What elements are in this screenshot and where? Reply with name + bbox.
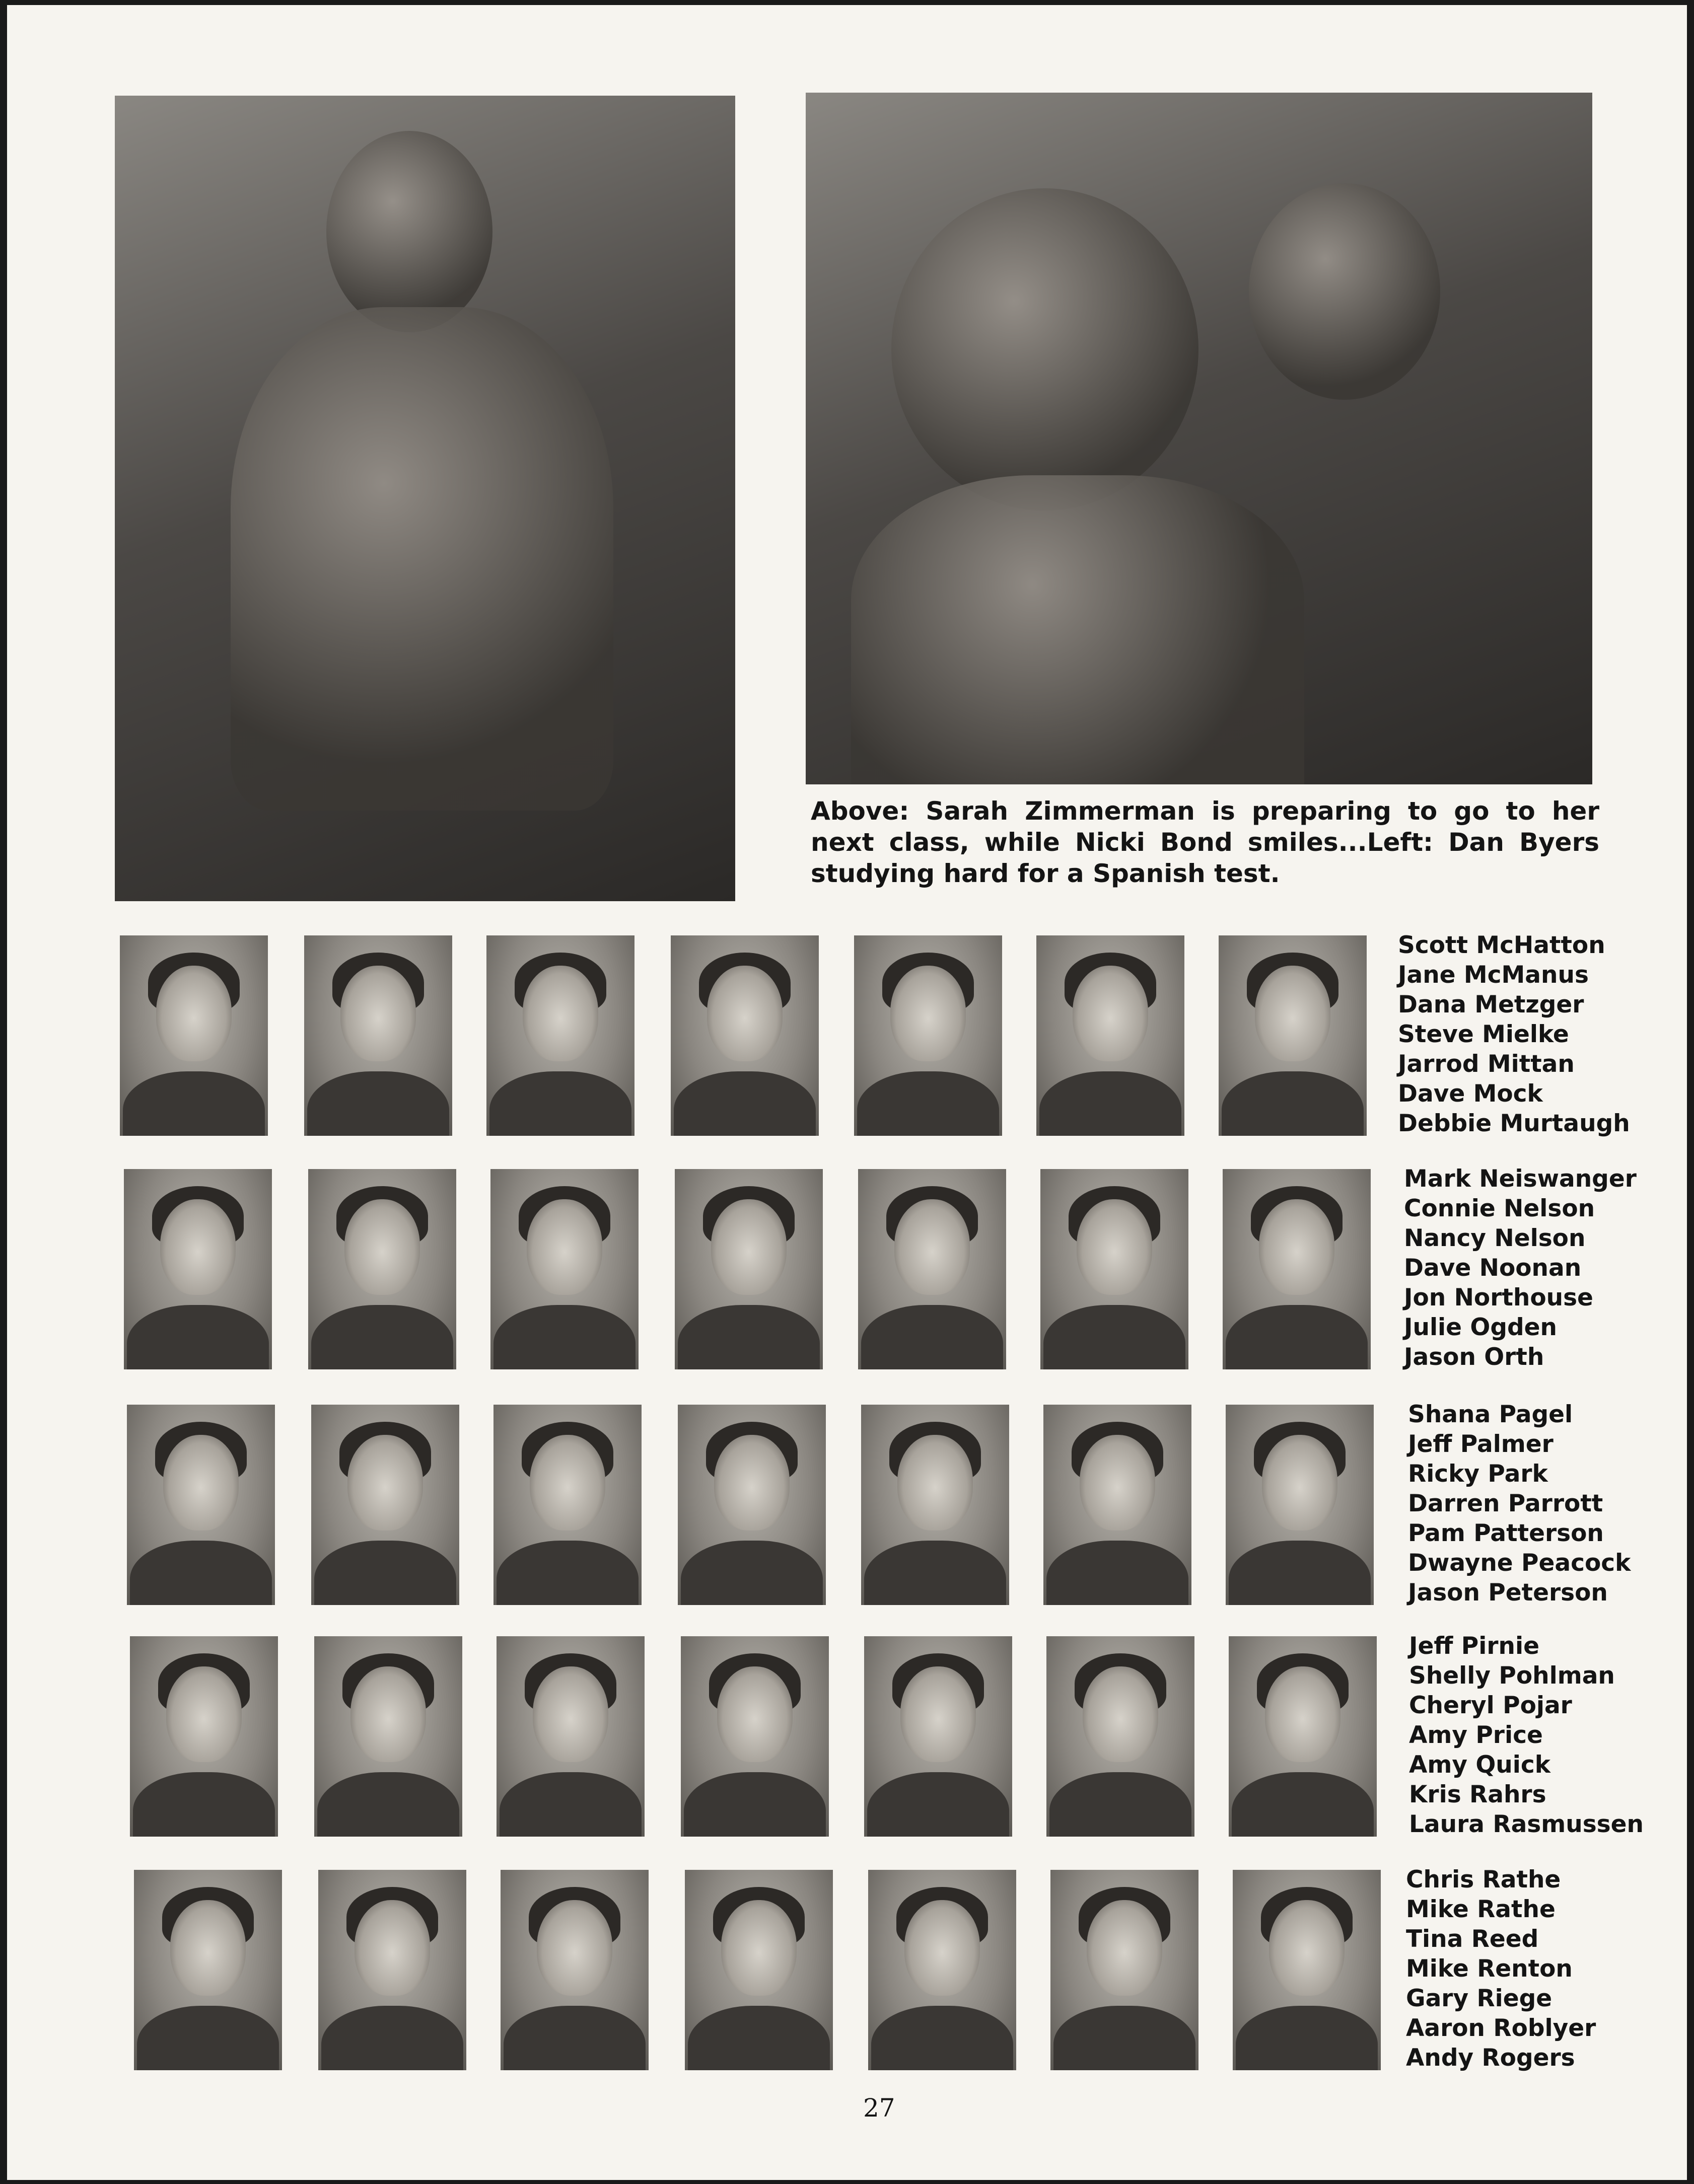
student-name: Debbie Murtaugh <box>1398 1110 1630 1137</box>
student-name: Scott McHatton <box>1398 931 1605 959</box>
student-portrait <box>861 1405 1009 1605</box>
student-name: Dave Noonan <box>1404 1254 1582 1282</box>
student-portrait <box>854 935 1002 1136</box>
student-portrait <box>311 1405 459 1605</box>
student-portrait <box>1050 1870 1198 2070</box>
student-name: Tina Reed <box>1406 1925 1539 1953</box>
student-name-list <box>1409 1631 1671 1839</box>
student-portrait <box>127 1405 275 1605</box>
student-name: Mike Rathe <box>1406 1896 1556 1923</box>
student-name: Jon Northouse <box>1404 1284 1593 1312</box>
student-portrait <box>124 1169 272 1369</box>
student-name: Cheryl Pojar <box>1409 1692 1572 1719</box>
student-name: Dana Metzger <box>1398 991 1584 1018</box>
student-portrait <box>486 935 634 1136</box>
student-portrait <box>1219 935 1367 1136</box>
page-number: 27 <box>863 2093 895 2123</box>
student-name: Jeff Pirnie <box>1409 1632 1539 1660</box>
student-name-list <box>1408 1400 1670 1608</box>
student-portrait <box>493 1405 642 1605</box>
student-name: Dwayne Peacock <box>1408 1549 1631 1577</box>
student-name: Dave Mock <box>1398 1080 1543 1108</box>
student-name: Jane McManus <box>1398 961 1589 989</box>
student-name: Kris Rahrs <box>1409 1781 1546 1808</box>
student-portrait <box>501 1870 649 2070</box>
student-name: Jason Orth <box>1404 1343 1544 1371</box>
student-name: Darren Parrott <box>1408 1490 1603 1517</box>
student-name: Nancy Nelson <box>1404 1224 1586 1252</box>
student-name: Jason Peterson <box>1408 1579 1608 1607</box>
student-portrait <box>1043 1405 1191 1605</box>
student-portrait <box>1226 1405 1374 1605</box>
student-name: Aaron Roblyer <box>1406 2014 1596 2042</box>
student-name: Amy Price <box>1409 1721 1543 1749</box>
student-portrait <box>1046 1636 1194 1837</box>
student-name: Mark Neiswanger <box>1404 1165 1637 1193</box>
student-portrait <box>858 1169 1006 1369</box>
student-name: Amy Quick <box>1409 1751 1550 1779</box>
student-name: Gary Riege <box>1406 1985 1552 2012</box>
student-portrait <box>497 1636 645 1837</box>
student-name: Shelly Pohlman <box>1409 1662 1615 1690</box>
student-name: Jeff Palmer <box>1408 1430 1554 1458</box>
student-portrait <box>134 1870 282 2070</box>
student-name: Pam Patterson <box>1408 1519 1604 1547</box>
student-portrait <box>490 1169 639 1369</box>
student-portrait <box>314 1636 462 1837</box>
student-portrait <box>308 1169 456 1369</box>
student-portrait <box>678 1405 826 1605</box>
student-portrait <box>675 1169 823 1369</box>
student-name-list <box>1398 930 1660 1138</box>
student-name: Jarrod Mittan <box>1398 1050 1575 1078</box>
student-portrait <box>1036 935 1184 1136</box>
student-name: Julie Ogden <box>1404 1314 1557 1341</box>
yearbook-page <box>7 5 1687 2180</box>
student-name-list <box>1406 1865 1668 2073</box>
student-name: Ricky Park <box>1408 1460 1548 1488</box>
student-name: Chris Rathe <box>1406 1866 1561 1894</box>
student-portrait <box>304 935 452 1136</box>
student-portrait <box>868 1870 1016 2070</box>
student-portrait <box>318 1870 466 2070</box>
student-name: Mike Renton <box>1406 1955 1573 1983</box>
student-name: Laura Rasmussen <box>1409 1810 1644 1838</box>
student-portrait <box>685 1870 833 2070</box>
student-portrait <box>1233 1870 1381 2070</box>
student-portrait <box>130 1636 278 1837</box>
student-portrait <box>1229 1636 1377 1837</box>
student-portrait <box>681 1636 829 1837</box>
photo-students-in-class <box>806 93 1592 784</box>
student-portrait <box>1223 1169 1371 1369</box>
photo-student-studying <box>115 96 735 901</box>
student-name: Shana Pagel <box>1408 1401 1573 1428</box>
student-portrait <box>864 1636 1012 1837</box>
photo-caption: Above: Sarah Zimmerman is preparing to go to her next class, while Nicki Bond smiles...Left: Dan Byers studying hard for a Spanish test. <box>811 796 1599 888</box>
student-name: Steve Mielke <box>1398 1021 1569 1048</box>
student-name: Andy Rogers <box>1406 2044 1575 2072</box>
student-portrait <box>671 935 819 1136</box>
student-portrait <box>1040 1169 1188 1369</box>
student-name-list <box>1404 1164 1666 1372</box>
student-name: Connie Nelson <box>1404 1195 1595 1222</box>
student-portrait <box>120 935 268 1136</box>
